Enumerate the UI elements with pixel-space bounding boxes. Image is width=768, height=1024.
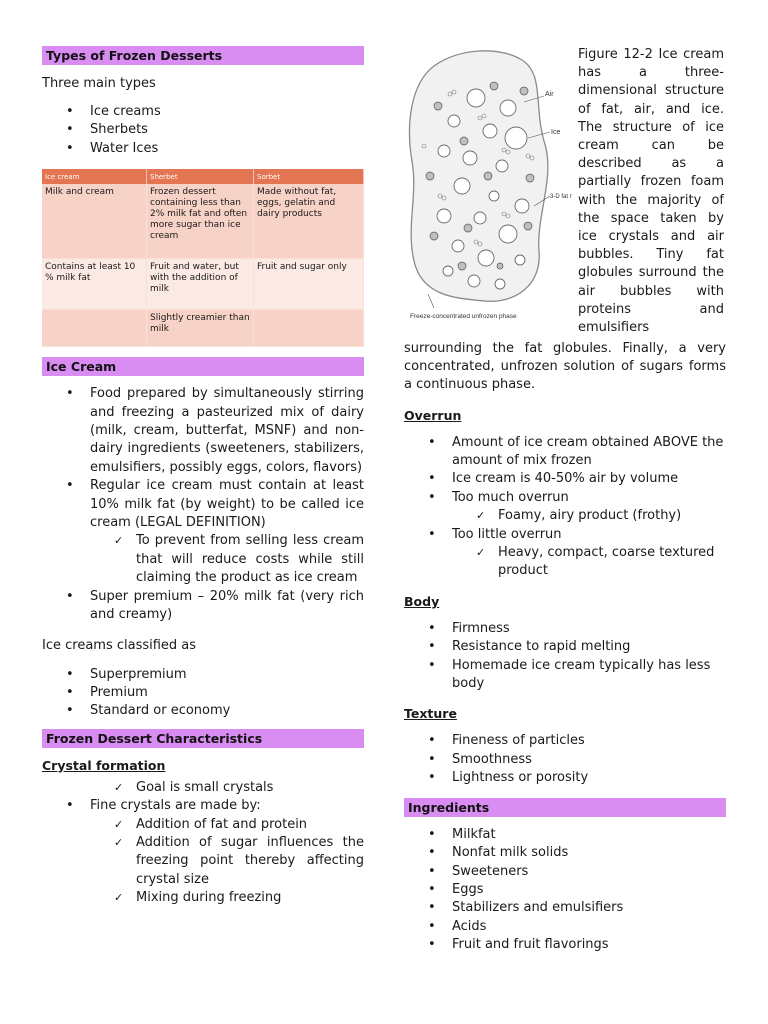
list-item: • Ice creams [42,103,364,121]
figure-caption: Figure 12-2 Ice cream has a three-dimensional structure of fat, air, and ice. The structure of ice cream can be described as a partially frozen foam with the majority of the space taken by ice crystals and air bubbles. Tiny fat globules surround the air bubbles with proteins and emulsifiers [578,47,724,336]
list-item: • Superpremium [42,666,364,684]
overrun-list [404,434,726,581]
check-item: ✓ Mixing during freezing [42,889,364,907]
table-cell: Contains at least 10 % milk fat [42,259,147,310]
classified-text: Ice creams classified as [42,637,197,653]
left-column [42,46,364,908]
three-types-text: Three main types [42,76,156,91]
list-item: • Resistance to rapid melting [404,638,726,656]
list-item: • Stabilizers and emulsifiers [404,899,726,917]
list-item: • Nonfat milk solids [404,844,726,862]
table-cell: Frozen dessert containing less than 2% milk fat and often more sugar than ice cream [147,184,254,259]
table-header: Sherbet [147,169,254,184]
list-item: • Amount of ice cream obtained ABOVE the amount of mix frozen [404,434,726,471]
check-item: ✓ Addition of sugar influences the freezing point thereby affecting crystal size [42,834,364,889]
table-cell [42,310,147,347]
figure-label-air: Air [545,91,554,98]
right-column [404,340,726,955]
list-item: • Firmness [404,620,726,638]
list-item: • Standard or economy [42,702,364,720]
list-item: • Premium [42,684,364,702]
table-row [42,310,364,347]
list-item: • Too little overrun [404,526,726,544]
check-item: ✓ Goal is small crystals [42,779,364,797]
figure-label-phase: Freeze-concentrated unfrozen phase [410,313,517,320]
list-item: • Fruit and fruit flavorings [404,936,726,954]
check-item: ✓ Heavy, compact, coarse textured product [404,544,726,581]
texture-heading: Texture [404,706,457,722]
list-item: • Sweeteners [404,863,726,881]
list-item: • Too much overrun [404,489,726,507]
ingredients-heading: Ingredients [404,798,726,817]
list-item: • Lightness or porosity [404,769,726,787]
table-cell [254,310,364,347]
table-cell: Fruit and water, but with the addition of milk [147,259,254,310]
table-cell: Made without fat, eggs, gelatin and dairy products [254,184,364,259]
types-heading: Types of Frozen Desserts [42,46,364,65]
table-cell: Fruit and sugar only [254,259,364,310]
crystal-list [42,779,364,908]
list-item: • Homemade ice cream typically has less body [404,657,726,694]
table-row [42,184,364,259]
characteristics-heading: Frozen Dessert Characteristics [42,729,364,748]
body-heading: Body [404,593,440,609]
ice-cream-list [42,385,364,624]
figure-label-ice: Ice [551,129,561,136]
dessert-comparison-table [42,169,364,347]
ice-cream-heading: Ice Cream [42,357,364,376]
list-item: • Ice cream is 40-50% air by volume [404,470,726,488]
table-header: Sorbet [254,169,364,184]
types-list [42,103,364,158]
table-cell: Milk and cream [42,184,147,259]
figure-caption-continued: surrounding the fat globules. Finally, a very concentrated, unfrozen solution of sugars forms a continuous phase. [404,341,726,393]
figure-label-fat-network: 3-D fat n [550,194,572,200]
texture-list [404,732,726,787]
table-row [42,259,364,310]
table-header: Ice cream [42,169,147,184]
check-item: ✓ Addition of fat and protein [42,816,364,834]
check-item: ✓ Foamy, airy product (frothy) [404,507,726,525]
list-item: • Smoothness [404,751,726,769]
list-item: • Food prepared by simultaneously stirring and freezing a pasteurized mix of dairy (milk, cream, butterfat, MSNF) and non-dairy ingredients (sweeteners, stabilizers, emulsifiers, possibly eggs, colors, flavors) [42,385,364,477]
overrun-heading: Overrun [404,407,462,423]
check-item: ✓ To prevent from selling less cream that will reduce costs while still claiming the product as ice cream [42,532,364,587]
ingredients-list [404,826,726,955]
list-item: • Fine crystals are made by: [42,797,364,815]
list-item: • Super premium – 20% milk fat (very rich and creamy) [42,588,364,625]
structure-diagram [404,46,572,342]
classes-list [42,666,364,721]
body-list [404,620,726,694]
list-item: • Regular ice cream must contain at least 10% milk fat (by weight) to be called ice cream (LEGAL DEFINITION) [42,477,364,532]
table-cell: Slightly creamier than milk [147,310,254,347]
list-item: • Water Ices [42,140,364,158]
list-item: • Sherbets [42,121,364,139]
list-item: • Acids [404,918,726,936]
crystal-heading: Crystal formation [42,757,166,773]
list-item: • Fineness of particles [404,732,726,750]
list-item: • Milkfat [404,826,726,844]
ice-cream-structure-figure [404,46,572,342]
list-item: • Eggs [404,881,726,899]
